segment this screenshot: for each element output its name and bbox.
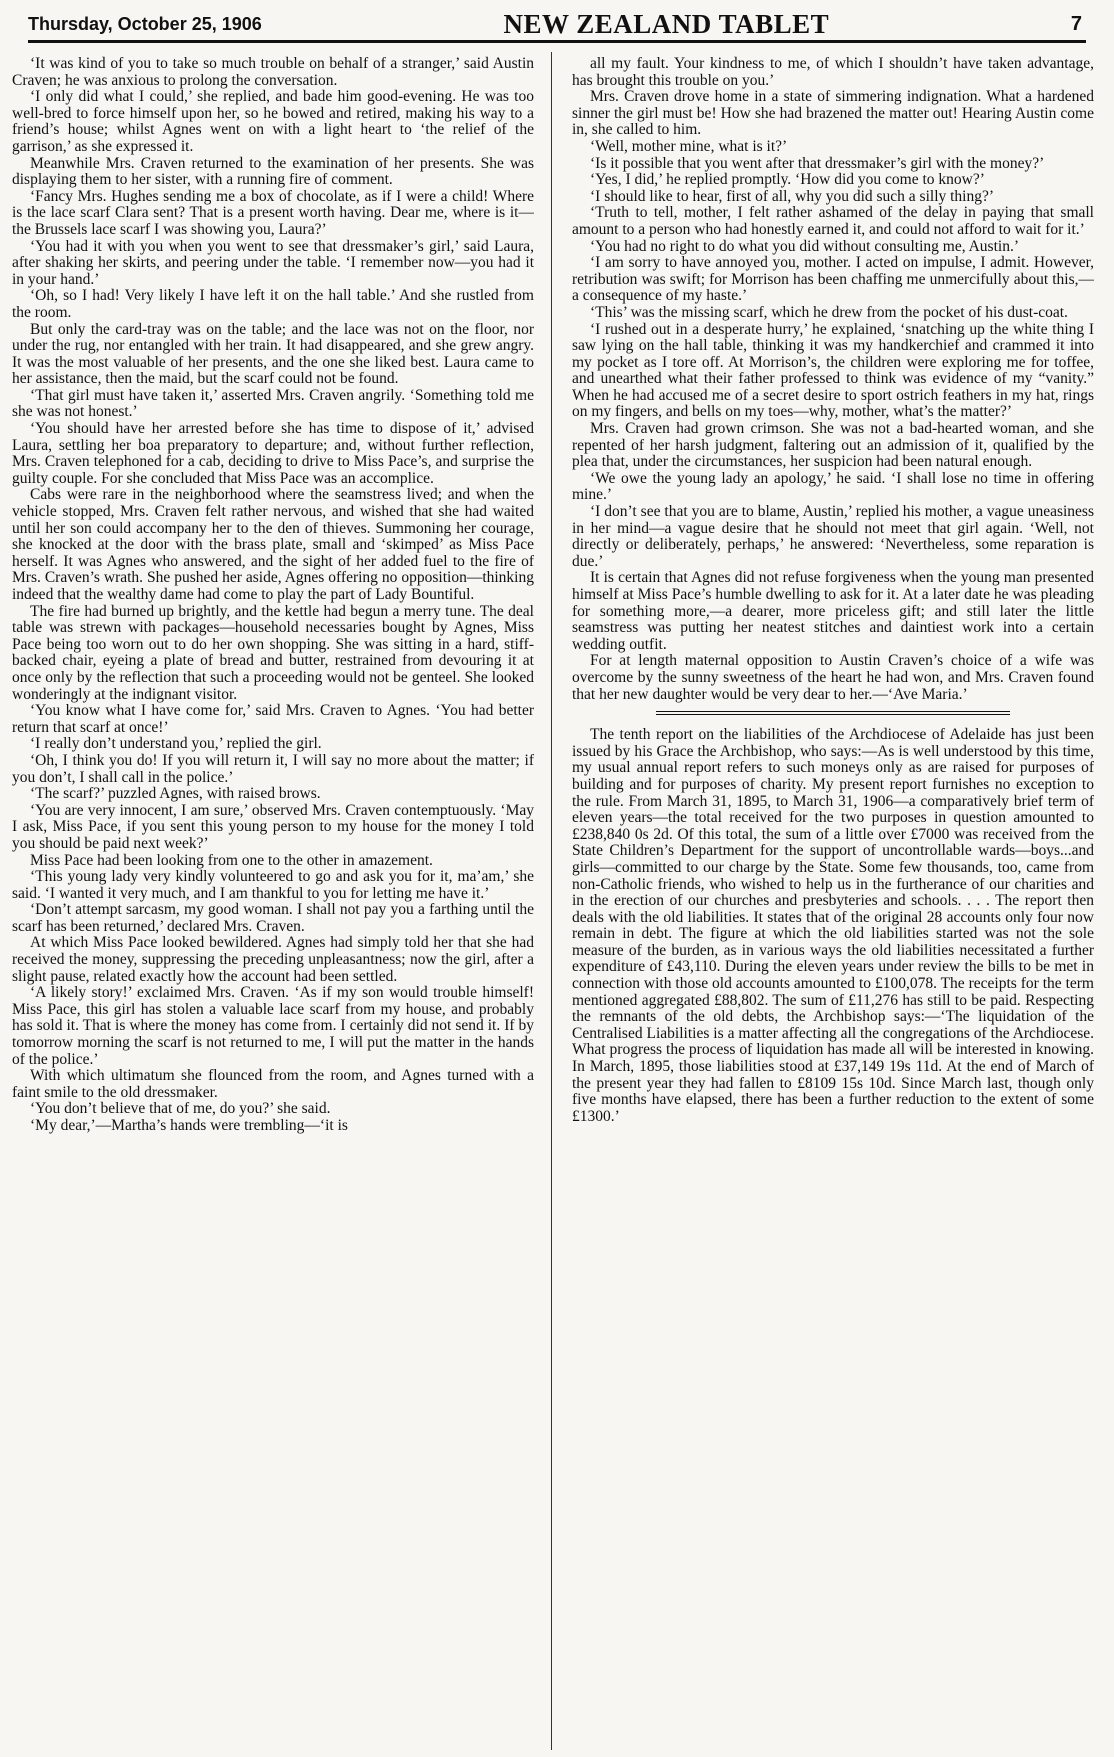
paragraph: ‘Don’t attempt sarcasm, my good woman. I shall not pay you a farthing until the scarf has been returned,’ declared Mrs. Craven. [12, 901, 534, 935]
paragraph: With which ultimatum she flounced from the room, and Agnes turned with a faint smile to the old dressmaker. [12, 1067, 534, 1101]
paragraph: ‘Yes, I did,’ he replied promptly. ‘How did you come to know?’ [590, 171, 985, 189]
paragraph: Meanwhile Mrs. Craven returned to the examination of her presents. She was displaying them to her sister, with a running fire of comment. [12, 154, 534, 189]
paragraph: ‘This young lady very kindly volunteered to go and ask you for it, ma’am,’ she said. ‘I wanted it very much, and I am thankful to you for letting me have it.’ [12, 868, 534, 902]
paragraph: ‘You had it with you when you went to see that dressmaker’s girl,’ said Laura, after shaking her skirts, and peering under the table. ‘I remember now—you had it in your hand.’ [12, 237, 534, 288]
paragraph: ‘We owe the young lady an apology,’ he said. ‘I shall lose no time in offering mine.’ [572, 469, 1094, 504]
paragraph: ‘I should like to hear, first of all, why you did such a silly thing?’ [590, 187, 995, 205]
paragraph: ‘A likely story!’ exclaimed Mrs. Craven. ‘As if my son would trouble himself! Miss Pace, this girl has stolen a valuable lace scarf from my house, and probably has sold it. That is where the money has come from. I certainly did not send it. If by tomorrow morning the scarf is not returned to me, I will put the matter in the hands of the police.’ [12, 984, 534, 1068]
paragraph: ‘I am sorry to have annoyed you, mother. I acted on impulse, I admit. However, retribution was swift; for Morrison has been chaffing me unmercifully about this,—a consequence of my haste.’ [572, 254, 1094, 305]
paragraph: ‘My dear,’—Martha’s hands were trembling—‘it is [30, 1117, 348, 1134]
column-divider [551, 52, 552, 1750]
paragraph: But only the card-tray was on the table; and the lace was not on the floor, nor under the rug, nor entangled with her train. It had disappeared, and she grew angry. It was the most valuable of her presents, and the one she liked best. Laura came to her assistance, then the maid, but the scarf could not be found. [12, 320, 534, 388]
adelaide-liabilities-report [572, 727, 1094, 1125]
paragraph: ‘Oh, I think you do! If you will return it, I will say no more about the matter; if you don’t, I shall call in the police.’ [12, 751, 534, 786]
story-continuation [572, 56, 1094, 703]
paragraph: ‘I don’t see that you are to blame, Austin,’ replied his mother, a vague uneasiness in her mind—a vague desire that he should not meet that girl again. ‘Well, not directly or deliberately, perhaps,’ he answered: ‘Nevertheless, some reparation is due.’ [572, 503, 1094, 570]
paragraph: ‘You had no right to do what you did without consulting me, Austin.’ [590, 237, 1019, 255]
paragraph: ‘Truth to tell, mother, I felt rather ashamed of the delay in paying that small amount to a person who had honestly earned it, and could not afford to wait for it.’ [572, 204, 1094, 238]
paragraph: ‘I really don’t understand you,’ replied the girl. [30, 735, 322, 753]
paragraph: ‘The scarf?’ puzzled Agnes, with raised brows. [30, 785, 321, 803]
paragraph: ‘It was kind of you to take so much trouble on behalf of a stranger,’ said Austin Craven; he was anxious to prolong the conversation. [12, 56, 534, 89]
paragraph: ‘I rushed out in a desperate hurry,’ he explained, ‘snatching up the white thing I saw lying on the hall table, thinking it was my handkerchief and crammed it into my pocket as I tore off. At Morrison’s, the children were exploring me for toffee, and unearthed what their father professed to think was evidence of my “vanity.” When he had accused me of a secret desire to sport ostrich feathers in my hat, rings on my fingers, and bells on my toes—why, mother, what’s the matter?’ [572, 320, 1094, 421]
paragraph: Cabs were rare in the neighborhood where the seamstress lived; and when the vehicle stopped, Mrs. Craven felt rather nervous, and wished that she had waited until her son could accompany her to the den of thieves. Summoning her courage, she knocked at the door with the brass plate, small and ‘skimped’ as Miss Pace herself. It was Agnes who answered, and the sight of her added fuel to the fire of Mrs. Craven’s wrath. She pushed her aside, Agnes offering no opposition—thinking indeed that the wealthy dame had come to play the part of Lady Bountiful. [12, 486, 534, 603]
paragraph: ‘Fancy Mrs. Hughes sending me a box of chocolate, as if I were a child! Where is the lace scarf Clara sent? That is a present worth having. Dear me, where is it—the Brussels lace scarf I was showing you, Laura?’ [12, 187, 534, 238]
paragraph: The fire had burned up brightly, and the kettle had begun a merry tune. The deal table was strewn with packages—household necessaries bought by Agnes, Miss Pace being too worn out to do her own shopping. She was sitting in a hard, stiff-backed chair, eyeing a plate of bread and butter, restrained from devouring it at once only by the reflection that such a proceeding would not be genteel. She looked wonderingly at the indignant visitor. [12, 602, 534, 703]
paragraph: Mrs. Craven had grown crimson. She was not a bad-hearted woman, and she repented of her harsh judgment, faltering out an admission of it, qualified by the plea that, under the circumstances, her suspicion had been natural enough. [572, 420, 1094, 471]
paragraph: all my fault. Your kindness to me, of which I shouldn’t have taken advantage, has brought this trouble on you.’ [572, 56, 1094, 89]
paragraph: Mrs. Craven drove home in a state of simmering indignation. What a hardened sinner the girl must be! How she had brazened the matter out! Hearing Austin come in, she called to him. [572, 88, 1094, 139]
paragraph: ‘You should have her arrested before she has time to dispose of it,’ advised Laura, settling her boa preparatory to departure; and, without further reflection, Mrs. Craven telephoned for a cab, deciding to drive to Miss Pace’s, and surprise the guilty couple. For she concluded that Miss Pace was an accomplice. [12, 420, 534, 487]
paragraph: ‘Oh, so I had! Very likely I have left it on the hall table.’ And she rustled from the room. [12, 287, 534, 321]
newspaper-title: NEW ZEALAND TABLET [503, 8, 830, 39]
paragraph: Miss Pace had been looking from one to the other in amazement. [30, 851, 433, 869]
paragraph: It is certain that Agnes did not refuse forgiveness when the young man presented himself at Miss Pace’s humble dwelling to ask for it. At a later date he was pleading for something more,—a dearer, more priceless gift; and still later the little seamstress was putting her neatest stitches and daintiest work into a certain wedding outfit. [572, 569, 1094, 653]
paragraph: ‘You are very innocent, I am sure,’ observed Mrs. Craven contemptuously. ‘May I ask, Miss Pace, if you sent this young person to my house for the money I told you should be paid next week?’ [12, 801, 534, 852]
paragraph: ‘Is it possible that you went after that dressmaker’s girl with the money?’ [590, 154, 1045, 172]
paragraph: The tenth report on the liabilities of the Archdiocese of Adelaide has just been issued by his Grace the Archbishop, who says:—As is well understood by this time, my usual annual report refers to such moneys only as are raised for purposes of building and for purposes of charity. My present report furnishes no exception to the rule. From March 31, 1895, to March 31, 1906—a comparatively brief term of eleven years—the total received for the two purposes in question amounted to £238,840 0s 2d. Of this total, the sum of a little over £7000 was received from the State Children’s Department for the support of uncontrollable wards—boys...and girls—committed to our charge by the State. Some few thousands, too, came from non-Catholic friends, who wished to help us in the furtherance of our charities and in the erection of our churches and presbyteries and schools. . . . The report then deals with the old liabilities. It states that of the original 28 accounts only four now remain in debt. The figure at which the old liabilities started was not the sole measure of the burden, as in various ways the old liabilities necessitated a further expenditure of £43,110. During the eleven years under review the bills to be met in connection with those old accounts amounted to £100,078. The receipts for the term mentioned aggregated £88,802. The sum of £11,276 has still to be paid. Respecting the remnants of the old debts, the Archbishop says:—‘The liquidation of the Centralised Liabilities is a matter affecting all the congregations of the Archdiocese. What progress the process of liquidation has made all will be interested in knowing. In March, 1895, those liabilities stood at £37,149 19s 11d. At the end of March of the present year they had fallen to £8109 15s 10d. Since March last, though only five months have elapsed, there has been a further reduction to the extent of some £1300.’ [572, 726, 1094, 1125]
page-number: 7 [1070, 12, 1082, 35]
paragraph: ‘I only did what I could,’ she replied, and bade him good-evening. He was too well-bred to force himself upon her, so he bowed and retired, making his way to a friend’s house; whilst Agnes went on with a light heart to ‘the relief of the garrison,’ as she expressed it. [12, 88, 534, 155]
paragraph: ‘Well, mother mine, what is it?’ [590, 137, 788, 155]
paragraph: ‘This’ was the missing scarf, which he drew from the pocket of his dust-coat. [590, 303, 1068, 321]
paragraph: At which Miss Pace looked bewildered. Agnes had simply told her that she had received the money, suppressing the preceding unpleasantness; now the girl, after a slight pause, related exactly how the account had been settled. [12, 934, 534, 985]
left-column [12, 56, 534, 1746]
paragraph: For at length maternal opposition to Austin Craven’s choice of a wife was overcome by the sunny sweetness of the heart he had won, and Mrs. Craven found that her new daughter would be very dear to her.—‘Ave Maria.’ [572, 652, 1094, 703]
paragraph: ‘You don’t believe that of me, do you?’ she said. [30, 1100, 331, 1118]
masthead [28, 8, 1086, 43]
paragraph: ‘That girl must have taken it,’ asserted Mrs. Craven angrily. ‘Something told me she was not honest.’ [12, 386, 534, 421]
section-divider-rule [656, 711, 1011, 715]
paragraph: ‘You know what I have come for,’ said Mrs. Craven to Agnes. ‘You had better return that scarf at once!’ [12, 702, 534, 736]
right-column [572, 56, 1094, 1746]
issue-date: Thursday, October 25, 1906 [28, 13, 262, 34]
